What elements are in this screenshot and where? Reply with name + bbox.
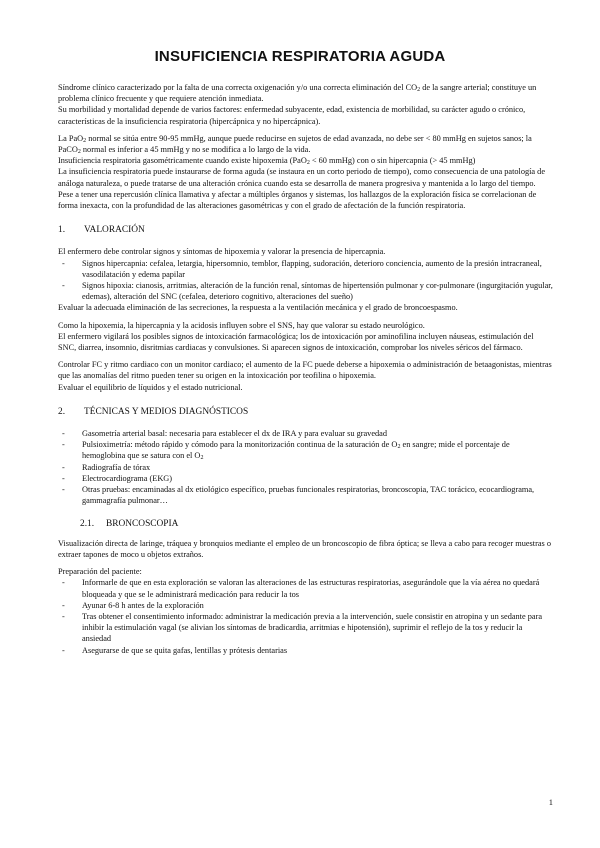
document-body [58, 82, 553, 656]
list-item: - Informarle de que en esta exploración se valoran las alteraciones de las estructuras respiratorias, asegurándole que la vía aérea no quedará bloqueada y que se le administrará medicación para reducir la tos [58, 577, 553, 599]
list-item: - Ayunar 6-8 h antes de la exploración [58, 600, 553, 611]
list-item: - Gasometría arterial basal: necesaria para establecer el dx de IRA y para evaluar su gravedad [58, 428, 553, 439]
intro-paragraph-5: La insuficiencia respiratoria puede instaurarse de forma aguda (se instaura en un corto periodo de tiempo), como consecuencia de una patología de análoga naturaleza, o puede tratarse de una alteración crónica cuando esta se desarrolla de manera progresiva y mantenida a lo largo del tiempo. [58, 167, 546, 188]
section-heading-tecnicas: 2. TÉCNICAS Y MEDIOS DIAGNÓSTICOS [58, 406, 249, 417]
valoracion-paragraph-4: El enfermero vigilará los posibles signos de intoxicación farmacológica; los de intoxicación por aminofilina incluyen náuseas, estimulación del SNC, diarrea, insomnio, disritmias cardiacas y convulsiones. Si aparecen signos de intoxicación, comprobar los niveles séricos del fármaco. [58, 331, 534, 353]
broncoscopia-list [58, 577, 553, 655]
valoracion-paragraph-1: El enfermero debe controlar signos y síntomas de hipoxemia y valorar la presencia de hipercapnia. [58, 247, 386, 257]
broncoscopia-paragraph-1: Visualización directa de laringe, tráquea y bronquios mediante el empleo de un broncoscopio de fibra óptica; se lleva a cabo para recoger muestras o extraer tapones de moco u objetos extraños. [58, 538, 551, 559]
list-item: - Radiografía de tórax [58, 462, 553, 473]
valoracion-list [58, 258, 553, 303]
list-item: - Tras obtener el consentimiento informado: administrar la medicación previa a la intervención, suele consistir en atropina y un sedante para inhibir la estimulación vagal (se alivian los síntomas de bradicardia, arritmias e hipotensión), suprimir el reflejo de la tos y reducir la ansiedad [58, 611, 553, 645]
broncoscopia-paragraph-2: Preparación del paciente: [58, 567, 142, 577]
subsection-heading-broncoscopia: 2.1. BRONCOSCOPIA [80, 518, 179, 529]
document-title: INSUFICIENCIA RESPIRATORIA AGUDA [154, 48, 446, 65]
section-heading-valoracion: 1. VALORACIÓN [58, 225, 145, 236]
intro-paragraph-2: Su morbilidad y mortalidad depende de varios factores: enfermedad subyacente, edad, existencia de morbilidad, su carácter agudo o crónico, características de la insuficiencia respiratoria (hipercápnica y no hipercápnica). [58, 105, 526, 126]
intro-paragraph-1: Síndrome clínico caracterizado por la falta de una correcta oxigenación y/o una correcta eliminación del $CO_2$ de la sangre arterial; constituye un problema clínico frecuente y que requiere atención inmediata. [58, 83, 537, 104]
list-item: - Signos hipercapnia: cefalea, letargia, hipersomnio, temblor, flapping, sudoración, deterioro conciencia, aumento de la presión intracraneal, vasodilatación y edema papilar [58, 258, 553, 280]
valoracion-paragraph-6: Evaluar el equilibrio de líquidos y el estado nutricional. [58, 382, 243, 392]
page-number: 1 [548, 797, 553, 807]
list-item: - Asegurarse de que se quita gafas, lentillas y prótesis dentarias [58, 645, 553, 656]
intro-paragraph-3: La PaO$_2$ normal se sitúa entre 90-95 mmHg, aunque puede reducirse en sujetos de edad avanzada, no debe ser < 80 mmHg en sujetos sanos; la PaCO$_2$ normal es inferior a 45 mmHg y no se modifica a lo largo de la vida. [58, 133, 532, 156]
list-item: - Pulsioximetría: método rápido y cómodo para la monitorización continua de la saturación de $O_2$ en sangre; mide el porcentaje de hemoglobina que se satura con el $O_2$ [58, 439, 553, 461]
list-item: - Otras pruebas: encaminadas al dx etiológico específico, pruebas funcionales respiratorias, broncoscopia, TAC torácico, ecocardiograma, gammagrafía pulmonar… [58, 484, 553, 506]
valoracion-paragraph-5: Controlar FC y ritmo cardiaco con un monitor cardiaco; el aumento de la FC puede deberse a hipoxemia o administración de betaagonistas, mientras que las anomalías del ritmo pueden tener su origen en la intoxicación por teofilina o hipoxemia. [58, 360, 552, 381]
intro-paragraph-6: Pese a tener una repercusión clínica llamativa y afectar a múltiples órganos y sistemas, los hallazgos de la exploración física se correlacionan de forma inexacta, con la profundidad de las alteraciones gasométricas y con el grado de afectación de la función respiratoria. [58, 189, 537, 211]
valoracion-paragraph-2: Evaluar la adecuada eliminación de las secreciones, la respuesta a la ventilación mecánica y el grado de broncoespasmo. [58, 303, 458, 313]
tecnicas-list [58, 428, 553, 506]
list-item: - Signos hipoxia: cianosis, arritmias, alteración de la función renal, síntomas de hipertensión pulmonar y cor-pulmonare (ingurgitación yugular, edemas), alteración del SNC (cefalea, deterioro cognitivo, alteraciones del sueño) [58, 280, 553, 302]
valoracion-paragraph-3: Como la hipoxemia, la hipercapnia y la acidosis influyen sobre el SNS, hay que valorar su estado neurológico. [58, 320, 425, 330]
list-item: - Electrocardiograma (EKG) [58, 473, 553, 484]
intro-paragraph-4: Insuficiencia respiratoria gasométricamente cuando existe hipoxemia (PaO$_2$ < 60 mmHg) con o sin hipercapnia (> 45 mmHg) [58, 156, 476, 167]
